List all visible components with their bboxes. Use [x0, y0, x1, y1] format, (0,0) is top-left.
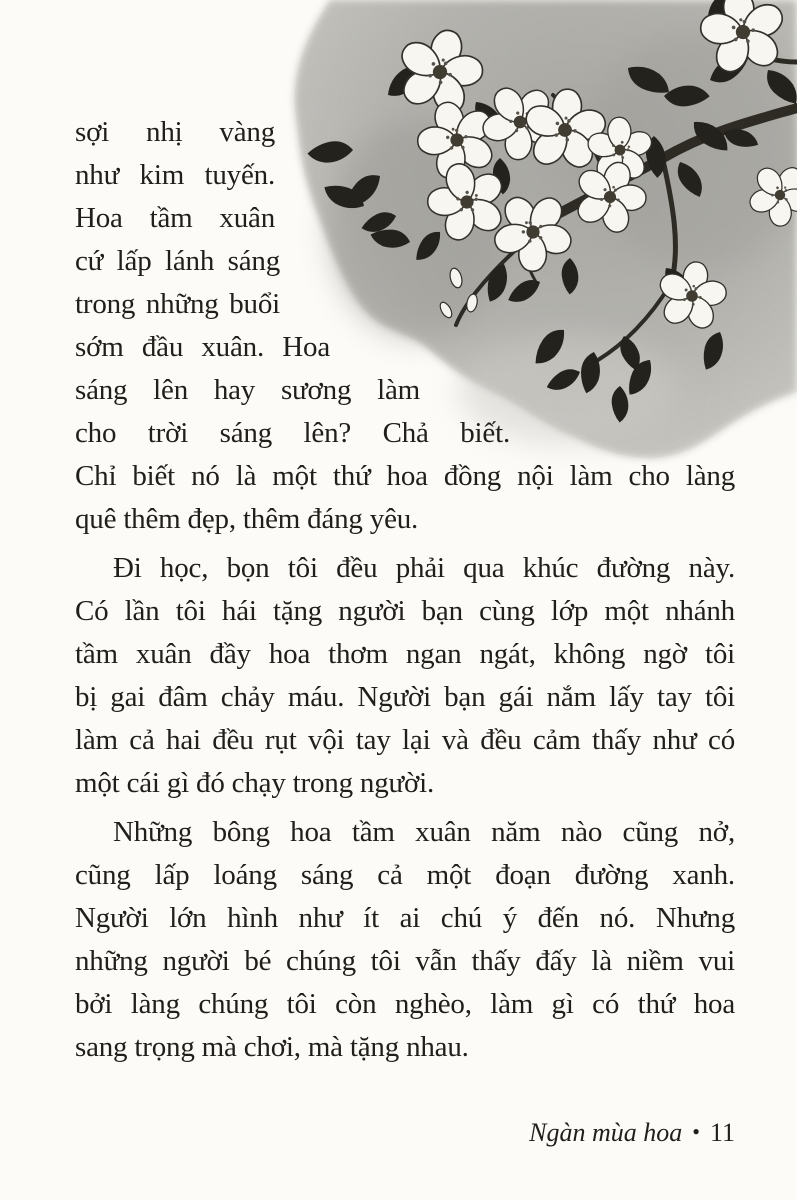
- text-line: như kim tuyến.: [75, 159, 275, 191]
- page-footer: [529, 1118, 735, 1148]
- text-line: sang trọng mà chơi, mà tặng nhau.: [75, 1031, 469, 1063]
- text-line: trong những buổi: [75, 288, 280, 320]
- text-line: một cái gì đó chạy trong người.: [75, 767, 435, 799]
- book-title: Ngàn mùa hoa: [529, 1118, 683, 1147]
- text-line: bởi làng chúng tôi còn nghèo, làm gì có thứ hoa: [75, 988, 735, 1020]
- text-line: cho trời sáng lên? Chả biết.: [75, 417, 510, 449]
- text-line: Có lần tôi hái tặng người bạn cùng lớp một nhánh: [75, 595, 735, 627]
- text-line: những người bé chúng tôi vẫn thấy đấy là niềm vui: [75, 945, 735, 977]
- paragraph-2: [75, 547, 735, 805]
- text-line: cũng lấp loáng sáng cả một đoạn đường xanh.: [75, 859, 735, 891]
- text-line: Đi học, bọn tôi đều phải qua khúc đường này.: [113, 552, 735, 584]
- text-line: Những bông hoa tầm xuân năm nào cũng nở,: [113, 816, 735, 848]
- text-line: bị gai đâm chảy máu. Người bạn gái nắm lấy tay tôi: [75, 681, 735, 713]
- text-line: sáng lên hay sương làm: [75, 374, 420, 406]
- text-line: Chỉ biết nó là một thứ hoa đồng nội làm cho làng: [75, 460, 735, 492]
- page-number: 11: [709, 1118, 735, 1147]
- text-line: tầm xuân đầy hoa thơm ngan ngát, không ngờ tôi: [75, 638, 735, 670]
- text-line: quê thêm đẹp, thêm đáng yêu.: [75, 503, 419, 535]
- text-line: Hoa tầm xuân: [75, 202, 275, 234]
- text-line: Người lớn hình như ít ai chú ý đến nó. Nhưng: [75, 902, 735, 934]
- text-line: sợi nhị vàng: [75, 116, 275, 148]
- paragraph-3: [75, 811, 735, 1069]
- text-line: làm cả hai đều rụt vội tay lại và đều cảm thấy như có: [75, 724, 735, 756]
- text-line: sớm đầu xuân. Hoa: [75, 331, 330, 363]
- paragraph-1: [75, 111, 735, 541]
- text-line: cứ lấp lánh sáng: [75, 245, 280, 277]
- footer-bullet-icon: •: [692, 1119, 700, 1144]
- page-text: [75, 111, 735, 1069]
